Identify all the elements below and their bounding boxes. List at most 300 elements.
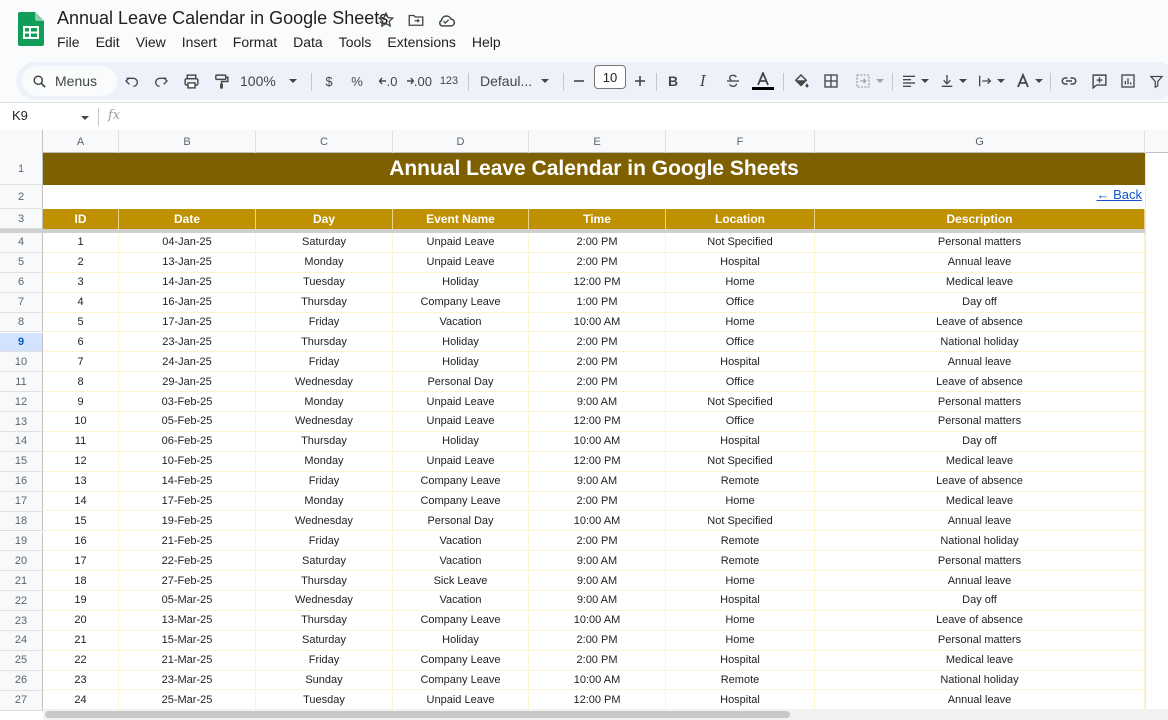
cell-id[interactable]: 14 [43, 492, 119, 511]
cell-description[interactable]: Personal matters [815, 233, 1145, 252]
row-header[interactable]: 4 [0, 233, 43, 253]
cell-date[interactable]: 19-Feb-25 [119, 511, 256, 530]
merge-cells-icon[interactable] [852, 68, 888, 94]
table-row [43, 452, 1145, 472]
header-day[interactable]: Day [256, 209, 393, 229]
table-row [43, 332, 1145, 352]
toolbar-divider [563, 73, 564, 91]
cloud-status-icon[interactable] [435, 9, 457, 31]
cell-description[interactable]: Annual leave [815, 352, 1145, 371]
cell-event-name[interactable]: Vacation [393, 551, 529, 570]
row-header[interactable]: 27 [0, 691, 43, 711]
formula-divider [98, 108, 99, 126]
cell-date[interactable]: 13-Jan-25 [119, 253, 256, 272]
cell-event-name[interactable]: Unpaid Leave [393, 412, 529, 431]
table-row [43, 611, 1145, 631]
row-header[interactable]: 22 [0, 591, 43, 611]
cell-description[interactable]: Annual leave [815, 690, 1145, 709]
cell-description[interactable]: Annual leave [815, 571, 1145, 590]
cell-id[interactable]: 1 [43, 233, 119, 252]
table-row [43, 293, 1145, 313]
cell-id[interactable]: 12 [43, 452, 119, 471]
cell-date[interactable]: 21-Mar-25 [119, 651, 256, 670]
cell-id[interactable]: 4 [43, 293, 119, 312]
grid-right-margin [1145, 153, 1168, 720]
cell-id[interactable]: 23 [43, 671, 119, 690]
cell-location[interactable]: Not Specified [666, 233, 815, 252]
row-header[interactable]: 17 [0, 492, 43, 512]
menu-help[interactable]: Help [471, 34, 501, 50]
redo-icon[interactable] [151, 68, 171, 94]
cell-day[interactable]: Thursday [256, 293, 393, 312]
table-row [43, 551, 1145, 571]
row-header[interactable]: 5 [0, 253, 43, 273]
cell-id[interactable]: 9 [43, 392, 119, 411]
cell-event-name[interactable]: Vacation [393, 591, 529, 610]
cell-time[interactable]: 10:00 AM [529, 671, 666, 690]
title-bar [0, 0, 1168, 56]
header-location[interactable]: Location [666, 209, 815, 229]
cell-description[interactable]: Personal matters [815, 412, 1145, 431]
chevron-down-icon [1034, 76, 1044, 86]
cell-day[interactable]: Wednesday [256, 511, 393, 530]
cell-description[interactable]: Personal matters [815, 392, 1145, 411]
cell-description[interactable]: Day off [815, 432, 1145, 451]
row-header[interactable]: 18 [0, 512, 43, 532]
cell-description[interactable]: Day off [815, 293, 1145, 312]
cell-id[interactable]: 7 [43, 352, 119, 371]
cell-day[interactable]: Friday [256, 313, 393, 332]
table-row [43, 511, 1145, 531]
text-color-icon[interactable] [751, 68, 775, 94]
cell-description[interactable]: National holiday [815, 531, 1145, 550]
toolbar-divider [468, 73, 469, 91]
menu-tools[interactable]: Tools [338, 34, 372, 50]
cell-date[interactable]: 14-Jan-25 [119, 273, 256, 292]
cell-event-name[interactable]: Company Leave [393, 671, 529, 690]
cell-id[interactable]: 8 [43, 372, 119, 391]
cell-event-name[interactable]: Sick Leave [393, 571, 529, 590]
cell-day[interactable]: Tuesday [256, 273, 393, 292]
row-header[interactable]: 3 [0, 209, 43, 229]
cell-time[interactable]: 9:00 AM [529, 571, 666, 590]
cell-time[interactable]: 2:00 PM [529, 651, 666, 670]
cell-time[interactable]: 10:00 AM [529, 511, 666, 530]
cell-time[interactable]: 9:00 AM [529, 591, 666, 610]
cell-id[interactable]: 13 [43, 472, 119, 491]
vertical-align-icon[interactable] [937, 68, 969, 94]
cell-time[interactable]: 9:00 AM [529, 551, 666, 570]
cell-event-name[interactable]: Unpaid Leave [393, 233, 529, 252]
cell-time[interactable]: 2:00 PM [529, 631, 666, 650]
menu-edit[interactable]: Edit [95, 34, 120, 50]
cell-id[interactable]: 15 [43, 511, 119, 530]
arrow-right-icon [406, 76, 414, 86]
cell-location[interactable]: Hospital [666, 651, 815, 670]
format-percent-button[interactable]: % [351, 73, 363, 89]
table-row [43, 233, 1145, 253]
cell-time[interactable]: 2:00 PM [529, 332, 666, 351]
cell-event-name[interactable]: Unpaid Leave [393, 392, 529, 411]
cell-date[interactable]: 23-Jan-25 [119, 332, 256, 351]
chevron-down-icon[interactable] [80, 113, 90, 123]
cell-day[interactable]: Friday [256, 472, 393, 491]
cell-id[interactable]: 16 [43, 531, 119, 550]
print-icon[interactable] [181, 68, 201, 94]
decrease-font-size-button[interactable] [571, 68, 587, 94]
increase-font-size-button[interactable] [632, 68, 648, 94]
cell-day[interactable]: Thursday [256, 611, 393, 630]
header-description[interactable]: Description [815, 209, 1145, 229]
font-size-input[interactable]: 10 [594, 65, 626, 89]
cell-time[interactable]: 10:00 AM [529, 313, 666, 332]
cell-location[interactable]: Remote [666, 531, 815, 550]
decrease-decimal-button[interactable] [376, 68, 400, 94]
cell-id[interactable]: 19 [43, 591, 119, 610]
cell-time[interactable]: 2:00 PM [529, 253, 666, 272]
cell-time[interactable]: 12:00 PM [529, 690, 666, 709]
cell-id[interactable]: 3 [43, 273, 119, 292]
row-header[interactable]: 25 [0, 651, 43, 671]
menu-view[interactable]: View [135, 34, 166, 50]
arrow-left-icon [379, 76, 387, 86]
cell-day[interactable]: Thursday [256, 332, 393, 351]
cell-day[interactable]: Saturday [256, 551, 393, 570]
cell-description[interactable]: Day off [815, 591, 1145, 610]
column-header-g[interactable]: G [815, 130, 1145, 153]
cell-location[interactable]: Hospital [666, 591, 815, 610]
cell-event-name[interactable]: Unpaid Leave [393, 690, 529, 709]
spreadsheet-grid[interactable] [0, 130, 1168, 720]
chevron-down-icon [996, 76, 1006, 86]
move-folder-icon[interactable] [405, 9, 427, 31]
borders-icon[interactable] [821, 68, 841, 94]
cell-event-name[interactable]: Company Leave [393, 651, 529, 670]
cell-date[interactable]: 04-Jan-25 [119, 233, 256, 252]
cell-event-name[interactable]: Unpaid Leave [393, 253, 529, 272]
row-header[interactable]: 24 [0, 631, 43, 651]
cell-time[interactable]: 10:00 AM [529, 432, 666, 451]
header-time[interactable]: Time [529, 209, 666, 229]
italic-icon[interactable]: I [700, 72, 706, 90]
minus-icon [573, 75, 585, 87]
row-header[interactable]: 16 [0, 472, 43, 492]
row-header[interactable]: 21 [0, 571, 43, 591]
insert-comment-icon[interactable] [1088, 68, 1110, 94]
cell-description[interactable]: Medical leave [815, 273, 1145, 292]
cell-day[interactable]: Thursday [256, 571, 393, 590]
table-row [43, 492, 1145, 512]
cell-event-name[interactable]: Holiday [393, 631, 529, 650]
row-header[interactable]: 20 [0, 551, 43, 571]
table-row [43, 352, 1145, 372]
increase-decimal-button[interactable] [406, 68, 432, 94]
cell-location[interactable]: Not Specified [666, 392, 815, 411]
cell-location[interactable]: Home [666, 313, 815, 332]
table-row [43, 690, 1145, 710]
cell-date[interactable]: 05-Mar-25 [119, 591, 256, 610]
cell-date[interactable]: 17-Feb-25 [119, 492, 256, 511]
header-id[interactable]: ID [43, 209, 119, 229]
cell-time[interactable]: 9:00 AM [529, 392, 666, 411]
cell-location[interactable]: Home [666, 273, 815, 292]
cell-day[interactable]: Saturday [256, 233, 393, 252]
horizontal-align-icon[interactable] [899, 68, 931, 94]
cell-date[interactable]: 13-Mar-25 [119, 611, 256, 630]
cell-date[interactable]: 15-Mar-25 [119, 631, 256, 650]
cell-date[interactable]: 10-Feb-25 [119, 452, 256, 471]
cell-id[interactable]: 11 [43, 432, 119, 451]
cell-description[interactable]: Leave of absence [815, 313, 1145, 332]
cell-event-name[interactable]: Vacation [393, 531, 529, 550]
table-row [43, 253, 1145, 273]
cell-time[interactable]: 2:00 PM [529, 492, 666, 511]
row-header[interactable]: 2 [0, 185, 43, 209]
cell-description[interactable]: Leave of absence [815, 372, 1145, 391]
cell-day[interactable]: Monday [256, 492, 393, 511]
cell-location[interactable]: Home [666, 631, 815, 650]
cell-day[interactable]: Friday [256, 352, 393, 371]
row-header[interactable]: 7 [0, 293, 43, 313]
undo-icon[interactable] [122, 68, 142, 94]
cell-location[interactable]: Hospital [666, 352, 815, 371]
chevron-down-icon [875, 76, 885, 86]
cell-location[interactable]: Remote [666, 671, 815, 690]
cell-location[interactable]: Office [666, 332, 815, 351]
cell-date[interactable]: 24-Jan-25 [119, 352, 256, 371]
cell-time[interactable]: 12:00 PM [529, 273, 666, 292]
fill-color-icon[interactable] [790, 68, 812, 94]
column-header-e[interactable]: E [529, 130, 666, 153]
search-menus-label: Menus [55, 73, 98, 89]
row-header[interactable]: 23 [0, 611, 43, 631]
cell-date[interactable]: 06-Feb-25 [119, 432, 256, 451]
cell-event-name[interactable]: Holiday [393, 352, 529, 371]
cell-day[interactable]: Wednesday [256, 372, 393, 391]
cell-description[interactable]: Leave of absence [815, 472, 1145, 491]
cell-time[interactable]: 1:00 PM [529, 293, 666, 312]
cell-id[interactable]: 10 [43, 412, 119, 431]
header-event-name[interactable]: Event Name [393, 209, 529, 229]
cell-time[interactable]: 9:00 AM [529, 472, 666, 491]
paint-format-icon[interactable] [211, 68, 231, 94]
cell-event-name[interactable]: Holiday [393, 332, 529, 351]
row-header[interactable]: 15 [0, 452, 43, 472]
column-header-d[interactable]: D [393, 130, 529, 153]
cell-id[interactable]: 18 [43, 571, 119, 590]
text-rotation-icon[interactable] [1013, 68, 1045, 94]
row-header[interactable]: 8 [0, 313, 43, 333]
cell-description[interactable]: Medical leave [815, 452, 1145, 471]
star-icon[interactable] [375, 9, 397, 31]
cell-day[interactable]: Saturday [256, 631, 393, 650]
cell-id[interactable]: 22 [43, 651, 119, 670]
cell-event-name[interactable]: Holiday [393, 273, 529, 292]
more-formats-button[interactable]: 123 [439, 75, 459, 87]
cell-time[interactable]: 2:00 PM [529, 233, 666, 252]
row-header[interactable]: 10 [0, 352, 43, 372]
cell-date[interactable]: 21-Feb-25 [119, 531, 256, 550]
cell-description[interactable]: Personal matters [815, 631, 1145, 650]
row-header[interactable]: 19 [0, 532, 43, 552]
column-header-b[interactable]: B [119, 130, 256, 153]
cell-id[interactable]: 6 [43, 332, 119, 351]
cell-time[interactable]: 2:00 PM [529, 352, 666, 371]
cell-id[interactable]: 17 [43, 551, 119, 570]
row-header[interactable]: 13 [0, 412, 43, 432]
cell-description[interactable]: Annual leave [815, 253, 1145, 272]
cell-event-name[interactable]: Company Leave [393, 611, 529, 630]
table-row [43, 412, 1145, 432]
cell-event-name[interactable]: Vacation [393, 313, 529, 332]
cell-date[interactable]: 22-Feb-25 [119, 551, 256, 570]
row-header[interactable]: 11 [0, 372, 43, 392]
bold-icon[interactable]: B [667, 73, 679, 89]
select-all-corner[interactable] [0, 130, 43, 153]
horizontal-scrollbar[interactable] [43, 709, 1168, 720]
cell-day[interactable]: Thursday [256, 432, 393, 451]
row-header[interactable]: 9 [0, 333, 43, 353]
cell-id[interactable]: 5 [43, 313, 119, 332]
cell-location[interactable]: Home [666, 492, 815, 511]
cell-location[interactable]: Hospital [666, 432, 815, 451]
cell-description[interactable]: National holiday [815, 671, 1145, 690]
menu-data[interactable]: Data [293, 34, 323, 50]
column-headers [0, 130, 1168, 153]
chevron-down-icon [540, 76, 550, 86]
cell-event-name[interactable]: Holiday [393, 432, 529, 451]
cell-day[interactable]: Friday [256, 651, 393, 670]
cell-time[interactable]: 12:00 PM [529, 412, 666, 431]
cell-date[interactable]: 03-Feb-25 [119, 392, 256, 411]
back-link[interactable]: ← Back [1096, 187, 1142, 202]
cell-date[interactable]: 16-Jan-25 [119, 293, 256, 312]
cell-description[interactable]: Personal matters [815, 551, 1145, 570]
cell-location[interactable]: Remote [666, 551, 815, 570]
cell-event-name[interactable]: Unpaid Leave [393, 452, 529, 471]
zoom-select[interactable] [240, 68, 304, 94]
zoom-value: 100% [240, 73, 276, 89]
font-family-value: Defaul... [480, 73, 533, 89]
column-header-f[interactable]: F [666, 130, 815, 153]
cell-time[interactable]: 10:00 AM [529, 611, 666, 630]
cell-description[interactable]: Medical leave [815, 651, 1145, 670]
sheets-logo-icon[interactable] [18, 12, 44, 46]
cell-id[interactable]: 20 [43, 611, 119, 630]
increase-decimal-label: .00 [413, 73, 432, 89]
chevron-down-icon [288, 76, 298, 86]
row-header[interactable]: 26 [0, 671, 43, 691]
cell-date[interactable]: 23-Mar-25 [119, 671, 256, 690]
cell-day[interactable]: Monday [256, 253, 393, 272]
cell-location[interactable]: Home [666, 571, 815, 590]
column-header-c[interactable]: C [256, 130, 393, 153]
menu-format[interactable]: Format [232, 34, 278, 50]
chevron-down-icon [920, 76, 930, 86]
cell-event-name[interactable]: Personal Day [393, 511, 529, 530]
table-row [43, 591, 1145, 611]
insert-chart-icon[interactable] [1117, 68, 1139, 94]
toolbar-divider [311, 73, 312, 91]
cell-day[interactable]: Wednesday [256, 412, 393, 431]
table-row [43, 571, 1145, 591]
cell-location[interactable]: Office [666, 372, 815, 391]
cell-description[interactable]: Leave of absence [815, 611, 1145, 630]
cell-location[interactable]: Not Specified [666, 511, 815, 530]
insert-link-icon[interactable] [1058, 68, 1080, 94]
cell-event-name[interactable]: Company Leave [393, 293, 529, 312]
menu-extensions[interactable]: Extensions [387, 34, 456, 50]
cell-location[interactable]: Not Specified [666, 452, 815, 471]
menu-file[interactable]: File [57, 34, 80, 50]
chevron-down-icon [958, 76, 968, 86]
table-row [43, 392, 1145, 412]
cell-location[interactable]: Remote [666, 472, 815, 491]
cell-location[interactable]: Hospital [666, 690, 815, 709]
fx-icon: fx [108, 108, 121, 123]
row-header[interactable]: 1 [0, 153, 43, 185]
row-header[interactable]: 14 [0, 432, 43, 452]
row-header[interactable]: 12 [0, 392, 43, 412]
document-title[interactable]: Annual Leave Calendar in Google Sheets [57, 8, 389, 28]
search-menus-button[interactable] [22, 66, 117, 96]
cell-date[interactable]: 27-Feb-25 [119, 571, 256, 590]
cell-location[interactable]: Home [666, 611, 815, 630]
menu-insert[interactable]: Insert [181, 34, 217, 50]
font-family-select[interactable] [480, 68, 556, 94]
cell-date[interactable]: 25-Mar-25 [119, 690, 256, 709]
column-header-a[interactable]: A [43, 130, 119, 153]
cell-description[interactable]: Medical leave [815, 492, 1145, 511]
filter-icon[interactable] [1146, 68, 1166, 94]
cell-day[interactable]: Wednesday [256, 591, 393, 610]
cell-event-name[interactable]: Company Leave [393, 492, 529, 511]
row-header[interactable]: 6 [0, 273, 43, 293]
cell-time[interactable]: 12:00 PM [529, 452, 666, 471]
cell-event-name[interactable]: Company Leave [393, 472, 529, 491]
cell-location[interactable]: Office [666, 293, 815, 312]
cell-location[interactable]: Hospital [666, 253, 815, 272]
text-wrapping-icon[interactable] [975, 68, 1007, 94]
header-date[interactable]: Date [119, 209, 256, 229]
cell-day[interactable]: Monday [256, 392, 393, 411]
cell-day[interactable]: Tuesday [256, 690, 393, 709]
cell-event-name[interactable]: Personal Day [393, 372, 529, 391]
strikethrough-icon[interactable] [723, 68, 743, 94]
cell-day[interactable]: Monday [256, 452, 393, 471]
toolbar-divider [783, 73, 784, 91]
cell-date[interactable]: 14-Feb-25 [119, 472, 256, 491]
cell-location[interactable]: Office [666, 412, 815, 431]
cell-id[interactable]: 24 [43, 690, 119, 709]
cell-id[interactable]: 2 [43, 253, 119, 272]
cell-date[interactable]: 05-Feb-25 [119, 412, 256, 431]
cell-description[interactable]: Annual leave [815, 511, 1145, 530]
cell-id[interactable]: 21 [43, 631, 119, 650]
cell-day[interactable]: Sunday [256, 671, 393, 690]
name-box[interactable]: K9 [12, 108, 28, 123]
cell-date[interactable]: 29-Jan-25 [119, 372, 256, 391]
cell-time[interactable]: 2:00 PM [529, 372, 666, 391]
table-row [43, 651, 1145, 671]
format-currency-button[interactable]: $ [325, 73, 333, 89]
cell-time[interactable]: 2:00 PM [529, 531, 666, 550]
cell-day[interactable]: Friday [256, 531, 393, 550]
horizontal-scrollbar-thumb[interactable] [45, 711, 790, 718]
cell-date[interactable]: 17-Jan-25 [119, 313, 256, 332]
table-row [43, 671, 1145, 691]
cell-description[interactable]: National holiday [815, 332, 1145, 351]
